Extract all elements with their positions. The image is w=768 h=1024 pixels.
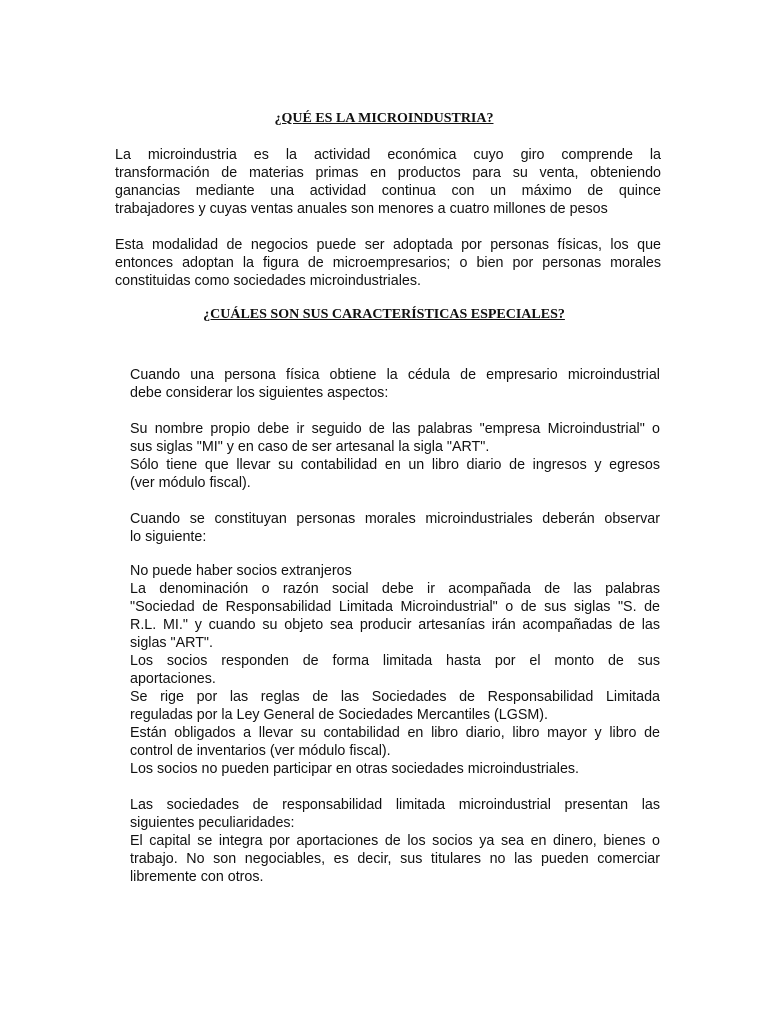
text-line: Los socios responden de forma limitada hasta por el monto de sus xyxy=(130,653,660,669)
heading-que-es-microindustria: ¿QUÉ ES LA MICROINDUSTRIA? xyxy=(274,111,494,126)
text-line: ganancias mediante una actividad continua con un máximo de quince xyxy=(115,183,661,199)
text-line: "Sociedad de Responsabilidad Limitada Microindustrial" o de sus siglas "S. de xyxy=(130,599,660,615)
text-line: lo siguiente: xyxy=(130,529,207,545)
text-line: trabajo. No son negociables, es decir, sus titulares no las pueden comerciar xyxy=(130,851,660,867)
text-line: Esta modalidad de negocios puede ser adoptada por personas físicas, los que xyxy=(115,237,661,253)
text-line: Su nombre propio debe ir seguido de las palabras "empresa Microindustrial" o xyxy=(130,421,660,437)
text-line: siguientes peculiaridades: xyxy=(130,815,295,831)
paragraph-definition xyxy=(115,146,661,218)
text-line: entonces adoptan la figura de microempresarios; o bien por personas morales xyxy=(115,255,661,271)
text-line: libremente con otros. xyxy=(130,869,264,885)
paragraph-personas-morales xyxy=(130,510,660,546)
text-line: aportaciones. xyxy=(130,671,216,687)
text-line: R.L. MI." y cuando su objeto sea producir artesanías irán acompañadas de las xyxy=(130,617,660,633)
heading-caracteristicas-especiales: ¿CUÁLES SON SUS CARACTERÍSTICAS ESPECIALES? xyxy=(203,307,565,322)
text-line: debe considerar los siguientes aspectos: xyxy=(130,385,389,401)
text-line: Cuando se constituyan personas morales microindustriales deberán observar xyxy=(130,511,660,527)
paragraph-nombre-propio xyxy=(130,420,660,492)
text-line: Cuando una persona física obtiene la cédula de empresario microindustrial xyxy=(130,367,660,383)
text-line: El capital se integra por aportaciones de los socios ya sea en dinero, bienes o xyxy=(130,833,660,849)
text-line: Los socios no pueden participar en otras sociedades microindustriales. xyxy=(130,761,580,777)
text-line: trabajadores y cuyas ventas anuales son menores a cuatro millones de pesos xyxy=(115,201,608,217)
text-line: Las sociedades de responsabilidad limitada microindustrial presentan las xyxy=(130,797,660,813)
text-line: La denominación o razón social debe ir acompañada de las palabras xyxy=(130,581,660,597)
paragraph-requisitos-sociedades xyxy=(130,562,660,778)
paragraph-modalidad xyxy=(115,236,661,290)
text-line: transformación de materias primas en productos para su venta, obteniendo xyxy=(115,165,661,181)
text-line: sus siglas "MI" y en caso de ser artesanal la sigla "ART". xyxy=(130,439,490,455)
text-line: (ver módulo fiscal). xyxy=(130,475,251,491)
text-line: La microindustria es la actividad económica cuyo giro comprende la xyxy=(115,147,661,163)
text-line: Están obligados a llevar su contabilidad en libro diario, libro mayor y libro de xyxy=(130,725,660,741)
text-line: Sólo tiene que llevar su contabilidad en un libro diario de ingresos y egresos xyxy=(130,457,660,473)
text-line: control de inventarios (ver módulo fiscal). xyxy=(130,743,391,759)
text-line: reguladas por la Ley General de Sociedades Mercantiles (LGSM). xyxy=(130,707,549,723)
paragraph-peculiaridades xyxy=(130,796,660,886)
text-line: No puede haber socios extranjeros xyxy=(130,563,352,579)
text-line: Se rige por las reglas de las Sociedades de Responsabilidad Limitada xyxy=(130,689,660,705)
text-line: constituidas como sociedades microindustriales. xyxy=(115,273,421,289)
paragraph-persona-fisica xyxy=(130,366,660,402)
text-line: siglas "ART". xyxy=(130,635,213,651)
